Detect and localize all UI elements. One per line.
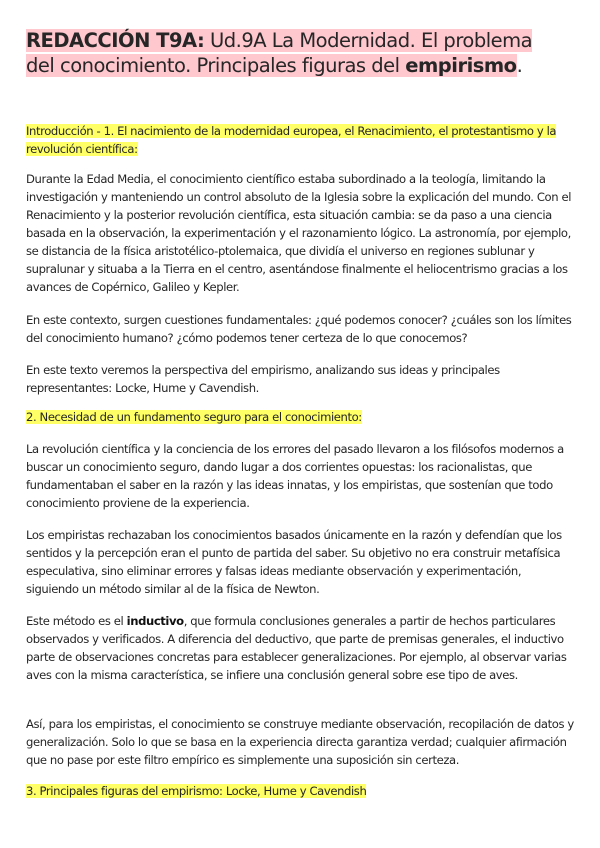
- section-heading-1-text: Introducción - 1. El nacimiento de la modernidad europea, el Renacimiento, el protestantismo y la revolución científica:: [26, 124, 557, 156]
- paragraph-1: Durante la Edad Media, el conocimiento científico estaba subordinado a la teología, limitando la investigación y manteniendo un control absoluto de la Iglesia sobre la explicación del mundo. Con el Renacimiento y la posterior revolución científica, esta situación cambia: se da paso a una ciencia basada en la observación, la experimentación y el razonamiento lógico. La astronomía, por ejemplo, se distancia de la física aristotélico-ptolemaica, que dividía el universo en regiones sublunar y supralunar y situaba a la Tierra en el centro, asentándose finalmente el heliocentrismo gracias a los avances de Copérnico, Galileo y Kepler.: [26, 172, 572, 294]
- paragraph-2: En este contexto, surgen cuestiones fundamentales: ¿qué podemos conocer? ¿cuáles son los límites del conocimiento humano? ¿cómo podemos tener certeza de lo que conocemos?: [26, 313, 572, 345]
- paragraph-3: En este texto veremos la perspectiva del empirismo, analizando sus ideas y principales representantes: Locke, Hume y Cavendish.: [26, 363, 500, 395]
- page-title: [26, 28, 566, 78]
- title-text: Ud.9A La Modernidad. El problema del conocimiento. Principales figuras del: [26, 29, 533, 77]
- paragraph-6-bold: inductivo: [126, 614, 184, 628]
- paragraph-6-start: Este método es el: [26, 614, 127, 628]
- paragraph-7: Así, para los empiristas, el conocimiento se construye mediante observación, recopilación de datos y generalización. Solo lo que se basa en la experiencia directa garantiza verdad; cualquier afirmación que no pase por este filtro empírico es simplemente una suposición sin certeza.: [26, 717, 574, 767]
- section-heading-3: [26, 782, 366, 800]
- paragraph-6-end: , que formula conclusiones generales a partir de hechos particulares observados y verificados. A diferencia del deductivo, que parte de premisas generales, el inductivo parte de observaciones concretas para establecer generalizaciones. Por ejemplo, al observar varias aves con la misma característica, se infiere una conclusión general sobre ese tipo de aves.: [26, 614, 567, 682]
- paragraph-4: La revolución científica y la conciencia de los errores del pasado llevaron a los filósofos modernos a buscar un conocimiento seguro, dando lugar a dos corrientes opuestas: los racionalistas, que fundamentaban el saber en la razón y las ideas innatas, y los empiristas, que sostenían que todo conocimiento proviene de la experiencia.: [26, 442, 564, 510]
- section-heading-1: [26, 122, 574, 158]
- section-heading-2-text: 2. Necesidad de un fundamento seguro para el conocimiento:: [26, 410, 362, 424]
- title-label: REDACCIÓN T9A:: [26, 29, 205, 52]
- paragraph-6: [26, 612, 574, 684]
- section-heading-3-text: 3. Principales figuras del empirismo: Locke, Hume y Cavendish: [26, 784, 367, 798]
- title-bold-word: empirismo: [405, 54, 517, 77]
- section-heading-2: [26, 408, 362, 426]
- paragraph-5: Los empiristas rechazaban los conocimientos basados únicamente en la razón y defendían que los sentidos y la percepción eran el punto de partida del saber. Su objetivo no era construir metafísica especulativa, sino eliminar errores y falsas ideas mediante observación y experimentación, siguiendo un método similar al de la física de Newton.: [26, 528, 562, 596]
- title-end: .: [516, 54, 523, 77]
